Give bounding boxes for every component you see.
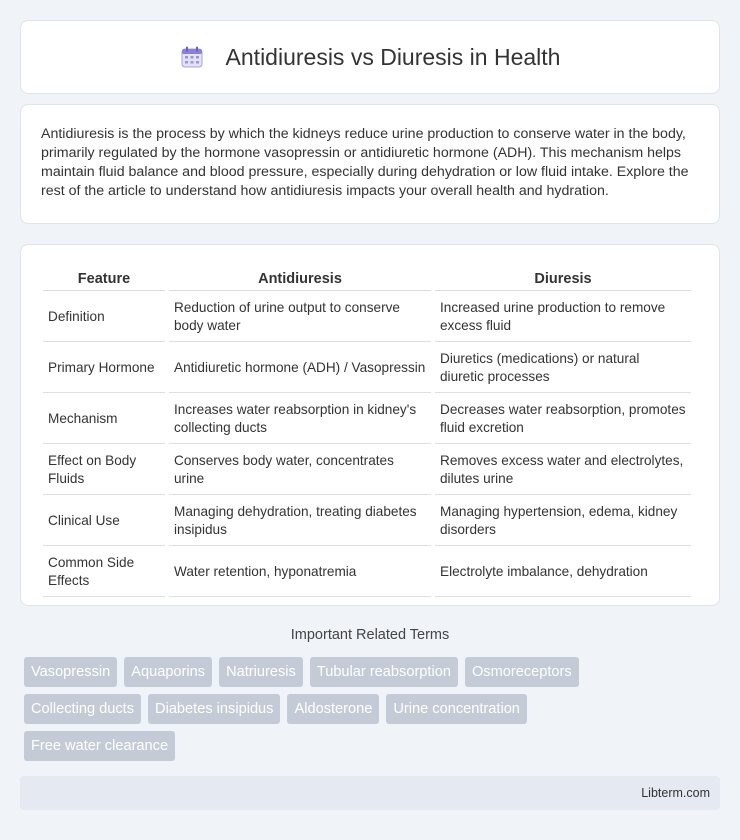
table-header-row bbox=[43, 265, 691, 291]
table-row bbox=[43, 293, 691, 342]
table-row bbox=[43, 446, 691, 495]
comparison-table bbox=[39, 263, 695, 599]
table-cell: Water retention, hyponatremia bbox=[169, 548, 431, 597]
table-cell: Mechanism bbox=[43, 395, 165, 444]
tag-aquaporins[interactable]: Aquaporins bbox=[124, 657, 212, 687]
calendar-icon bbox=[180, 45, 204, 69]
intro-card bbox=[20, 104, 720, 224]
column-header-feature: Feature bbox=[43, 265, 165, 291]
tag-urine-concentration[interactable]: Urine concentration bbox=[386, 694, 527, 724]
table-cell: Definition bbox=[43, 293, 165, 342]
title-card bbox=[20, 20, 720, 94]
table-row bbox=[43, 548, 691, 597]
table-cell: Antidiuretic hormone (ADH) / Vasopressin bbox=[169, 344, 431, 393]
tag-tubular-reabsorption[interactable]: Tubular reabsorption bbox=[310, 657, 458, 687]
table-cell: Increased urine production to remove excess fluid bbox=[435, 293, 691, 342]
tag-diabetes-insipidus[interactable]: Diabetes insipidus bbox=[148, 694, 280, 724]
footer-site-link[interactable]: Libterm.com bbox=[641, 786, 710, 800]
table-cell: Diuretics (medications) or natural diuretic processes bbox=[435, 344, 691, 393]
tag-aldosterone[interactable]: Aldosterone bbox=[287, 694, 379, 724]
column-header-antidiuresis: Antidiuresis bbox=[169, 265, 431, 291]
table-cell: Reduction of urine output to conserve body water bbox=[169, 293, 431, 342]
related-terms-list bbox=[24, 657, 684, 768]
table-cell: Removes excess water and electrolytes, dilutes urine bbox=[435, 446, 691, 495]
tag-collecting-ducts[interactable]: Collecting ducts bbox=[24, 694, 141, 724]
table-cell: Electrolyte imbalance, dehydration bbox=[435, 548, 691, 597]
table-cell: Conserves body water, concentrates urine bbox=[169, 446, 431, 495]
page-title: Antidiuresis vs Diuresis in Health bbox=[225, 43, 561, 70]
table-row bbox=[43, 395, 691, 444]
table-cell: Decreases water reabsorption, promotes fluid excretion bbox=[435, 395, 691, 444]
table-row bbox=[43, 344, 691, 393]
column-header-diuresis: Diuresis bbox=[435, 265, 691, 291]
tag-vasopressin[interactable]: Vasopressin bbox=[24, 657, 117, 687]
table-cell: Primary Hormone bbox=[43, 344, 165, 393]
table-cell: Managing dehydration, treating diabetes insipidus bbox=[169, 497, 431, 546]
table-cell: Increases water reabsorption in kidney's collecting ducts bbox=[169, 395, 431, 444]
tag-osmoreceptors[interactable]: Osmoreceptors bbox=[465, 657, 579, 687]
table-row bbox=[43, 497, 691, 546]
related-terms-heading: Important Related Terms bbox=[290, 627, 450, 643]
tag-free-water-clearance[interactable]: Free water clearance bbox=[24, 731, 175, 761]
footer bbox=[20, 776, 720, 810]
table-cell: Clinical Use bbox=[43, 497, 165, 546]
table-cell: Effect on Body Fluids bbox=[43, 446, 165, 495]
table-cell: Common Side Effects bbox=[43, 548, 165, 597]
table-cell: Managing hypertension, edema, kidney disorders bbox=[435, 497, 691, 546]
comparison-table-card bbox=[20, 244, 720, 606]
tag-natriuresis[interactable]: Natriuresis bbox=[219, 657, 303, 687]
intro-text: Antidiuresis is the process by which the kidneys reduce urine production to conserve water in the body, primarily regulated by the hormone vasopressin or antidiuretic hormone (ADH). This mechanism helps maintain fluid balance and blood pressure, especially during dehydration or low fluid intake. Explore the rest of the article to understand how antidiuresis impacts your overall health and hydration. bbox=[41, 126, 689, 199]
